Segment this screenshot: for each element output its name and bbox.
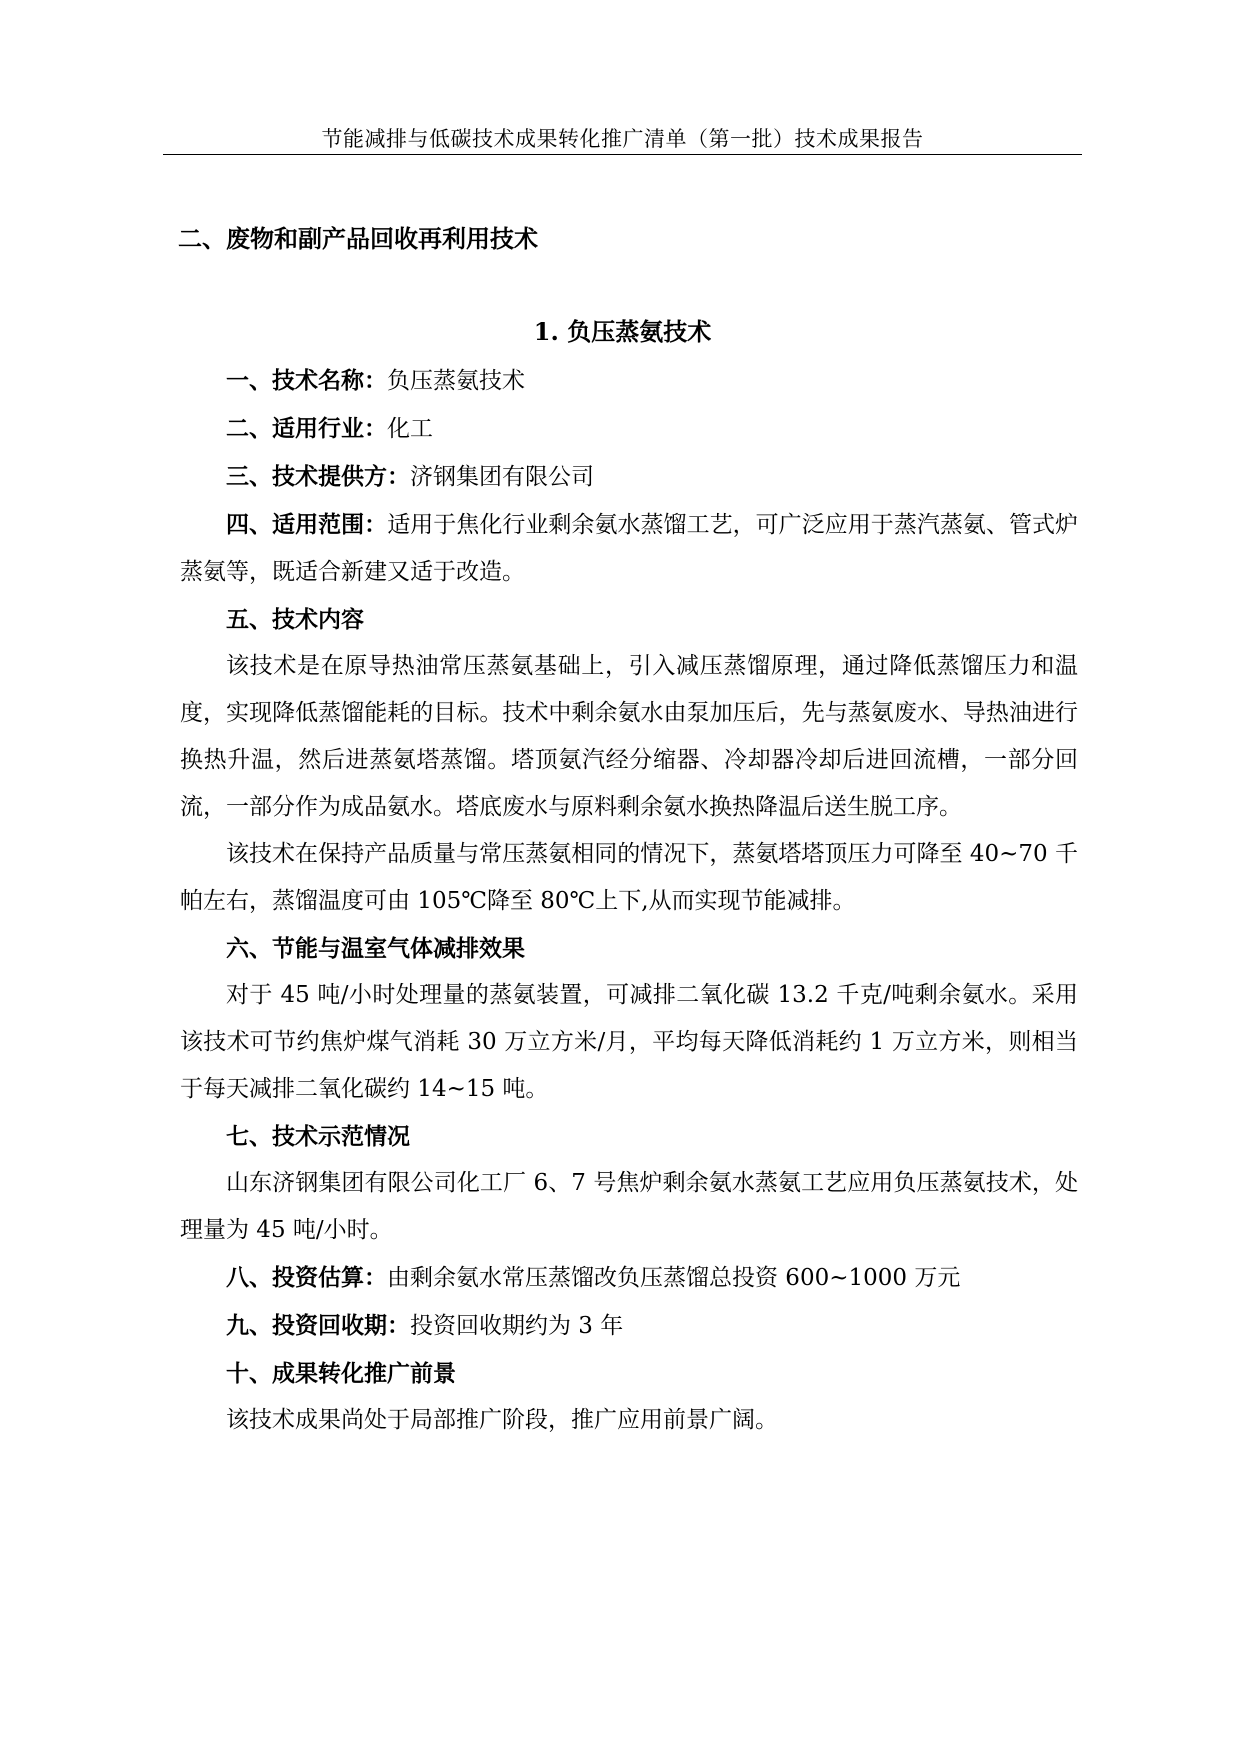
field-label: 八、投资估算： <box>226 1264 387 1291</box>
header-divider <box>163 154 1082 155</box>
section-title: 二、废物和副产品回收再利用技术 <box>178 224 538 253</box>
field-value: 济钢集团有限公司 <box>410 464 594 490</box>
field-label: 三、技术提供方： <box>226 463 410 490</box>
field-provider <box>180 453 1078 501</box>
effect-heading: 六、节能与温室气体减排效果 <box>226 935 525 962</box>
field-label: 四、适用范围： <box>226 511 388 538</box>
field-label: 九、投资回收期： <box>226 1312 410 1339</box>
demo-heading: 七、技术示范情况 <box>226 1123 410 1150</box>
content-paragraph-2: 该技术在保持产品质量与常压蒸氨相同的情况下，蒸氨塔塔顶压力可降至 40~70 千帕左右，蒸馏温度可由 105℃降至 80℃上下,从而实现节能减排。 <box>180 841 1078 914</box>
field-tech-name <box>180 357 1078 405</box>
field-label: 一、技术名称： <box>226 367 387 394</box>
field-label: 二、适用行业： <box>226 415 387 442</box>
prospect-heading: 十、成果转化推广前景 <box>226 1360 456 1387</box>
document-body <box>180 357 1078 1444</box>
demo-paragraph: 山东济钢集团有限公司化工厂 6、7 号焦炉剩余氨水蒸氨工艺应用负压蒸氨技术，处理量为 45 吨/小时。 <box>180 1170 1078 1243</box>
field-value: 化工 <box>387 416 433 442</box>
field-value: 适用于焦化行业剩余氨水蒸馏工艺，可广泛应用于蒸汽蒸氨、管式炉蒸氨等，既适合新建又适于改造。 <box>180 512 1079 585</box>
effect-paragraph: 对于 45 吨/小时处理量的蒸氨装置，可减排二氧化碳 13.2 千克/吨剩余氨水。采用该技术可节约焦炉煤气消耗 30 万立方米/月，平均每天降低消耗约 1 万立方米，则相当于每天减排二氧化碳约 14~15 吨。 <box>180 982 1078 1102</box>
content-heading: 五、技术内容 <box>226 606 364 633</box>
field-scope <box>180 501 1078 596</box>
field-payback <box>180 1302 1078 1350</box>
field-value: 负压蒸氨技术 <box>387 368 525 394</box>
prospect-paragraph: 该技术成果尚处于局部推广阶段，推广应用前景广阔。 <box>226 1407 778 1433</box>
content-paragraph-1: 该技术是在原导热油常压蒸氨基础上，引入减压蒸馏原理，通过降低蒸馏压力和温度，实现降低蒸馏能耗的目标。技术中剩余氨水由泵加压后，先与蒸氨废水、导热油进行换热升温，然后进蒸氨塔蒸馏。塔顶氨汽经分缩器、冷却器冷却后进回流槽，一部分回流，一部分作为成品氨水。塔底废水与原料剩余氨水换热降温后送生脱工序。 <box>180 653 1078 820</box>
page-header: 节能减排与低碳技术成果转化推广清单（第一批）技术成果报告 <box>321 127 924 151</box>
field-investment <box>180 1254 1078 1302</box>
field-value: 由剩余氨水常压蒸馏改负压蒸馏总投资 600~1000 万元 <box>387 1265 961 1291</box>
field-industry <box>180 405 1078 453</box>
tech-title: 1. 负压蒸氨技术 <box>533 317 712 346</box>
field-value: 投资回收期约为 3 年 <box>410 1313 624 1339</box>
